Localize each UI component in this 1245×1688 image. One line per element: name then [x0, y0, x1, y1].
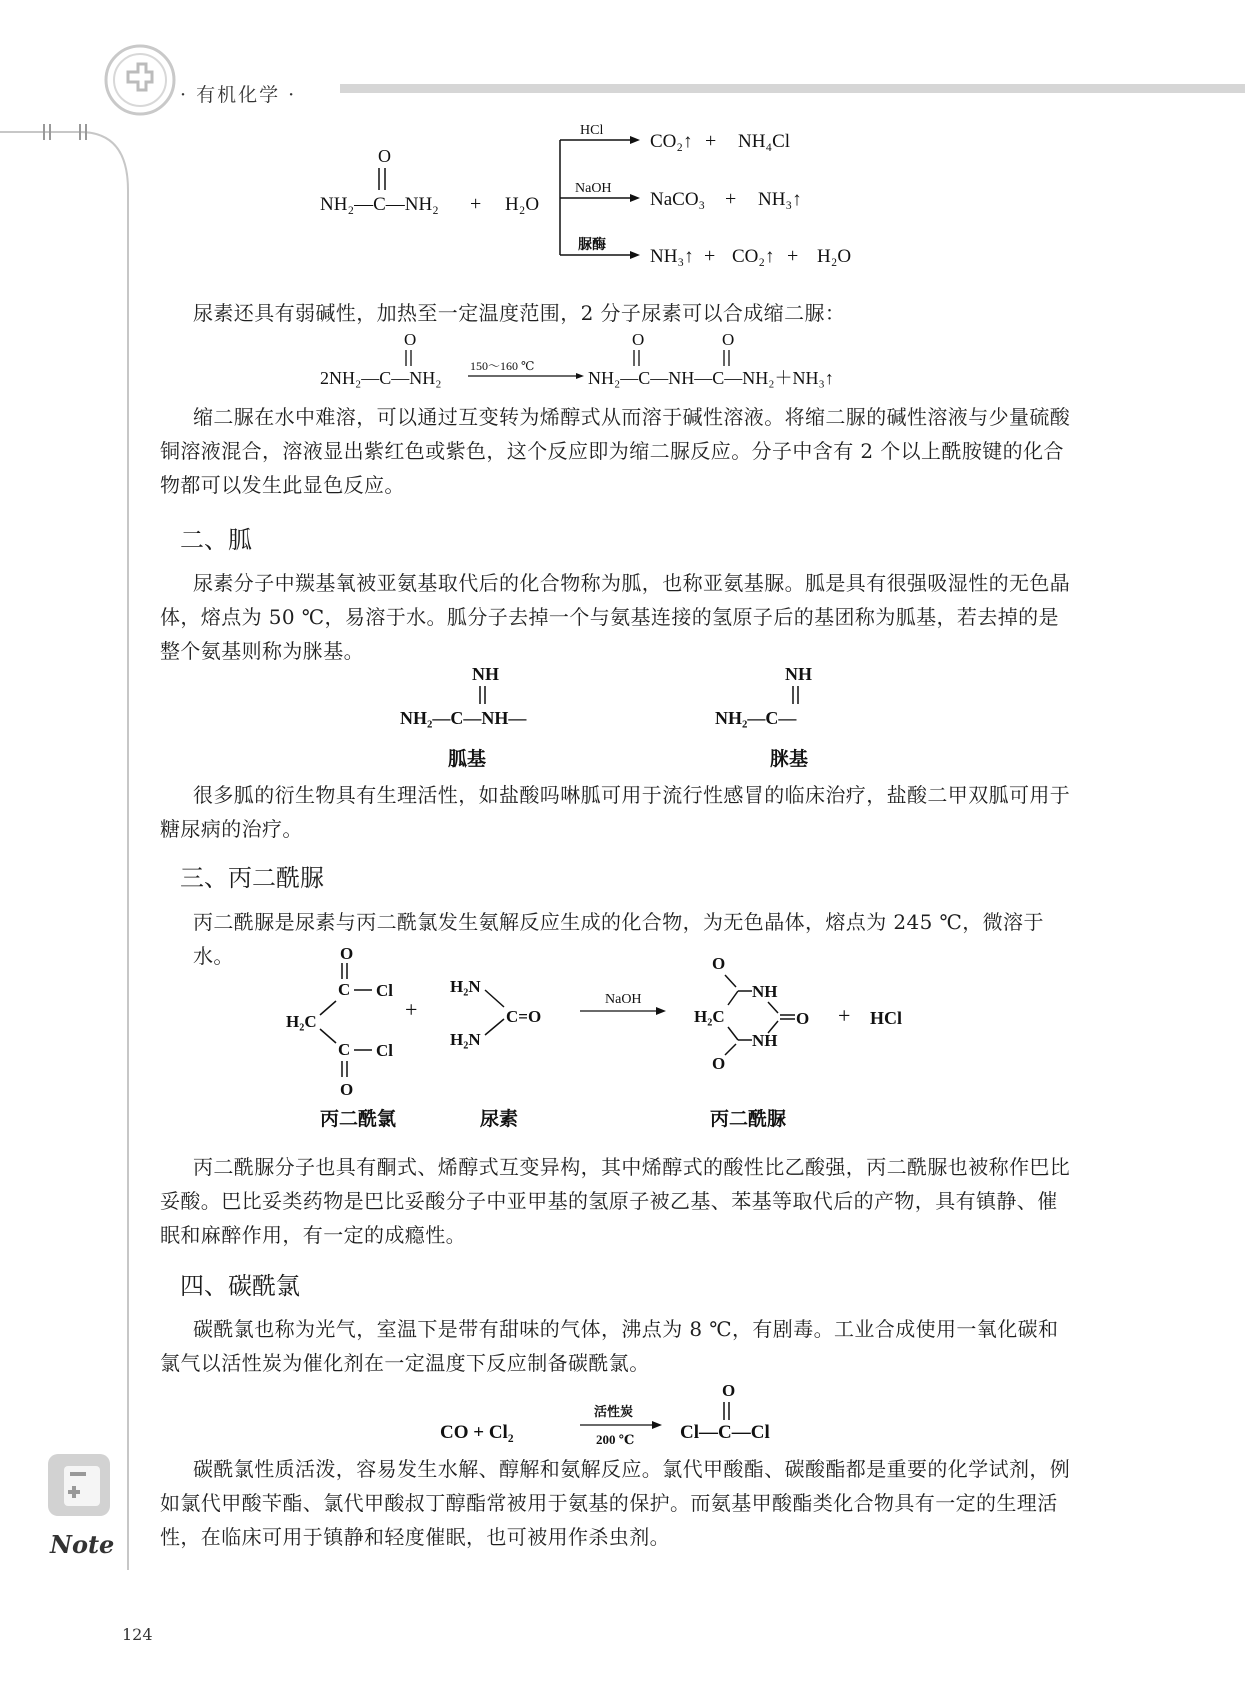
- svg-text:200 ℃: 200 ℃: [596, 1432, 635, 1447]
- reaction-barbituric-acid: [280, 945, 980, 1130]
- svg-text:H₂N: H₂N: [450, 1030, 481, 1049]
- svg-text:NH₄Cl: NH₄Cl: [738, 131, 791, 152]
- svg-text:O: O: [632, 330, 645, 349]
- svg-text:NH: NH: [752, 1031, 778, 1050]
- svg-text:Cl: Cl: [376, 1041, 393, 1060]
- header-title: · 有机化学 ·: [180, 84, 297, 106]
- svg-text:+: +: [838, 1003, 851, 1028]
- logo-icon: [98, 40, 188, 130]
- para-1: 尿素还具有弱碱性，加热至一定温度范围，2 分子尿素可以合成缩二脲：: [193, 301, 846, 325]
- para-3: 尿素分子中羰基氧被亚氨基取代后的化合物称为胍，也称亚氨基脲。胍是具有很强吸湿性的无色晶体，熔点为 50 ℃，易溶于水。胍分子去掉一个与氨基连接的氢原子后的基团称为胍基，若去掉的是整个氨基则称为脒基。: [160, 571, 1071, 663]
- margin-rule: [0, 120, 140, 1570]
- para-7: 碳酰氯也称为光气，室温下是带有甜味的气体，沸点为 8 ℃，有剧毒。工业合成使用一氧化碳和氯气以活性炭为催化剂在一定温度下反应制备碳酰氯。: [160, 1317, 1059, 1375]
- svg-text:O: O: [378, 146, 391, 166]
- para-8: 碳酰氯性质活泼，容易发生水解、醇解和氨解反应。氯代甲酸酯、碳酸酯都是重要的化学试剂，例如氯代甲酸苄酯、氯代甲酸叔丁醇酯常被用于氨基的保护。而氨基甲酸酯类化合物具有一定的生理活性，在临床可用于镇静和轻度催眠，也可被用作杀虫剂。: [160, 1457, 1071, 1549]
- svg-text:O: O: [712, 1054, 726, 1073]
- reaction-biuret: [320, 328, 940, 398]
- label-amidino: 脒基: [770, 748, 809, 770]
- svg-text:H₂C: H₂C: [286, 1012, 317, 1031]
- svg-text:+: +: [787, 245, 799, 267]
- svg-text:HCl: HCl: [580, 123, 604, 138]
- reaction-phosgene: [440, 1378, 820, 1458]
- svg-text:O: O: [340, 945, 354, 963]
- svg-text:NH₂—C—NH—: NH₂—C—NH—: [400, 708, 527, 728]
- note-label: Note: [50, 1530, 115, 1559]
- svg-text:CO₂↑: CO₂↑: [732, 246, 775, 267]
- label-urea: 尿素: [480, 1108, 519, 1130]
- svg-text:NH: NH: [785, 664, 812, 684]
- section-heading-2: 二、胍: [180, 526, 252, 554]
- section-heading-4: 四、碳酰氯: [180, 1272, 300, 1300]
- para-4: 很多胍的衍生物具有生理活性，如盐酸吗啉胍可用于流行性感冒的临床治疗，盐酸二甲双胍可用于糖尿病的治疗。: [160, 783, 1071, 841]
- svg-text:H₂O: H₂O: [817, 246, 852, 267]
- svg-text:NaCO₃: NaCO₃: [650, 189, 706, 210]
- svg-text:O: O: [340, 1080, 354, 1099]
- svg-text:Cl: Cl: [376, 981, 393, 1000]
- label-barbituric-acid: 丙二酰脲: [710, 1108, 787, 1130]
- reaction-urea-hydrolysis: [320, 120, 880, 290]
- svg-text:O: O: [796, 1009, 810, 1028]
- svg-text:O: O: [404, 330, 417, 349]
- para-6: 丙二酰脲分子也具有酮式、烯醇式互变异构，其中烯醇式的酸性比乙酸强，丙二酰脲也被称作巴比妥酸。巴比妥类药物是巴比妥酸分子中亚甲基的氢原子被乙基、苯基等取代后的产物，具有镇静、催眠和麻醉作用，有一定的成瘾性。: [160, 1155, 1071, 1247]
- svg-text:+: +: [704, 245, 716, 267]
- svg-text:C=O: C=O: [506, 1007, 542, 1026]
- svg-text:NaOH: NaOH: [605, 992, 642, 1007]
- svg-text:NH₃↑: NH₃↑: [650, 246, 694, 267]
- label-guanidino: 胍基: [448, 748, 487, 770]
- svg-text:C: C: [338, 980, 351, 999]
- svg-text:+: +: [725, 188, 737, 210]
- svg-text:+: +: [405, 997, 418, 1022]
- svg-text:HCl: HCl: [870, 1008, 903, 1028]
- svg-text:H₂O: H₂O: [505, 194, 540, 215]
- svg-text:+: +: [705, 130, 717, 152]
- svg-text:NH₂—C—NH—C—NH₂＋NH₃↑: NH₂—C—NH—C—NH₂＋NH₃↑: [588, 368, 834, 388]
- urea-formula: NH₂—C—NH₂: [320, 194, 439, 215]
- svg-text:Cl—C—Cl: Cl—C—Cl: [680, 1422, 770, 1443]
- para-5: 丙二酰脲是尿素与丙二酰氯发生氨解反应生成的化合物，为无色晶体，熔点为 245 ℃，微溶于水。: [193, 910, 1044, 968]
- svg-text:150～160 ℃: 150～160 ℃: [470, 359, 535, 373]
- svg-text:O: O: [722, 330, 735, 349]
- guanidine-groups: [400, 662, 860, 772]
- svg-text:C: C: [338, 1040, 351, 1059]
- label-malonyl-chloride: 丙二酰氯: [320, 1108, 397, 1130]
- svg-text:NH₂—C—: NH₂—C—: [715, 708, 797, 728]
- para-2: 缩二脲在水中难溶，可以通过互变转为烯醇式从而溶于碱性溶液。将缩二脲的碱性溶液与少量硫酸铜溶液混合，溶液显出紫红色或紫色，这个反应即为缩二脲反应。分子中含有 2 个以上酰胺键的化合物都可以发生此显色反应。: [160, 405, 1071, 497]
- svg-text:NH: NH: [752, 982, 778, 1001]
- page-number: 124: [122, 1625, 153, 1644]
- svg-text:活性炭: 活性炭: [594, 1404, 634, 1419]
- svg-text:NaOH: NaOH: [575, 181, 612, 196]
- svg-text:+: +: [470, 193, 482, 215]
- header-bar: [340, 84, 1245, 93]
- svg-text:脲酶: 脲酶: [578, 238, 606, 253]
- svg-text:NH: NH: [472, 664, 499, 684]
- section-heading-3: 三、丙二酰脲: [180, 864, 324, 892]
- svg-text:O: O: [722, 1381, 736, 1400]
- svg-text:2NH₂—C—NH₂: 2NH₂—C—NH₂: [320, 368, 442, 388]
- svg-text:NH₃↑: NH₃↑: [758, 189, 802, 210]
- svg-text:CO₂↑: CO₂↑: [650, 131, 693, 152]
- svg-text:H₂C: H₂C: [694, 1007, 725, 1026]
- svg-text:H₂N: H₂N: [450, 977, 481, 996]
- svg-text:CO + Cl₂: CO + Cl₂: [440, 1422, 514, 1443]
- svg-text:O: O: [712, 954, 726, 973]
